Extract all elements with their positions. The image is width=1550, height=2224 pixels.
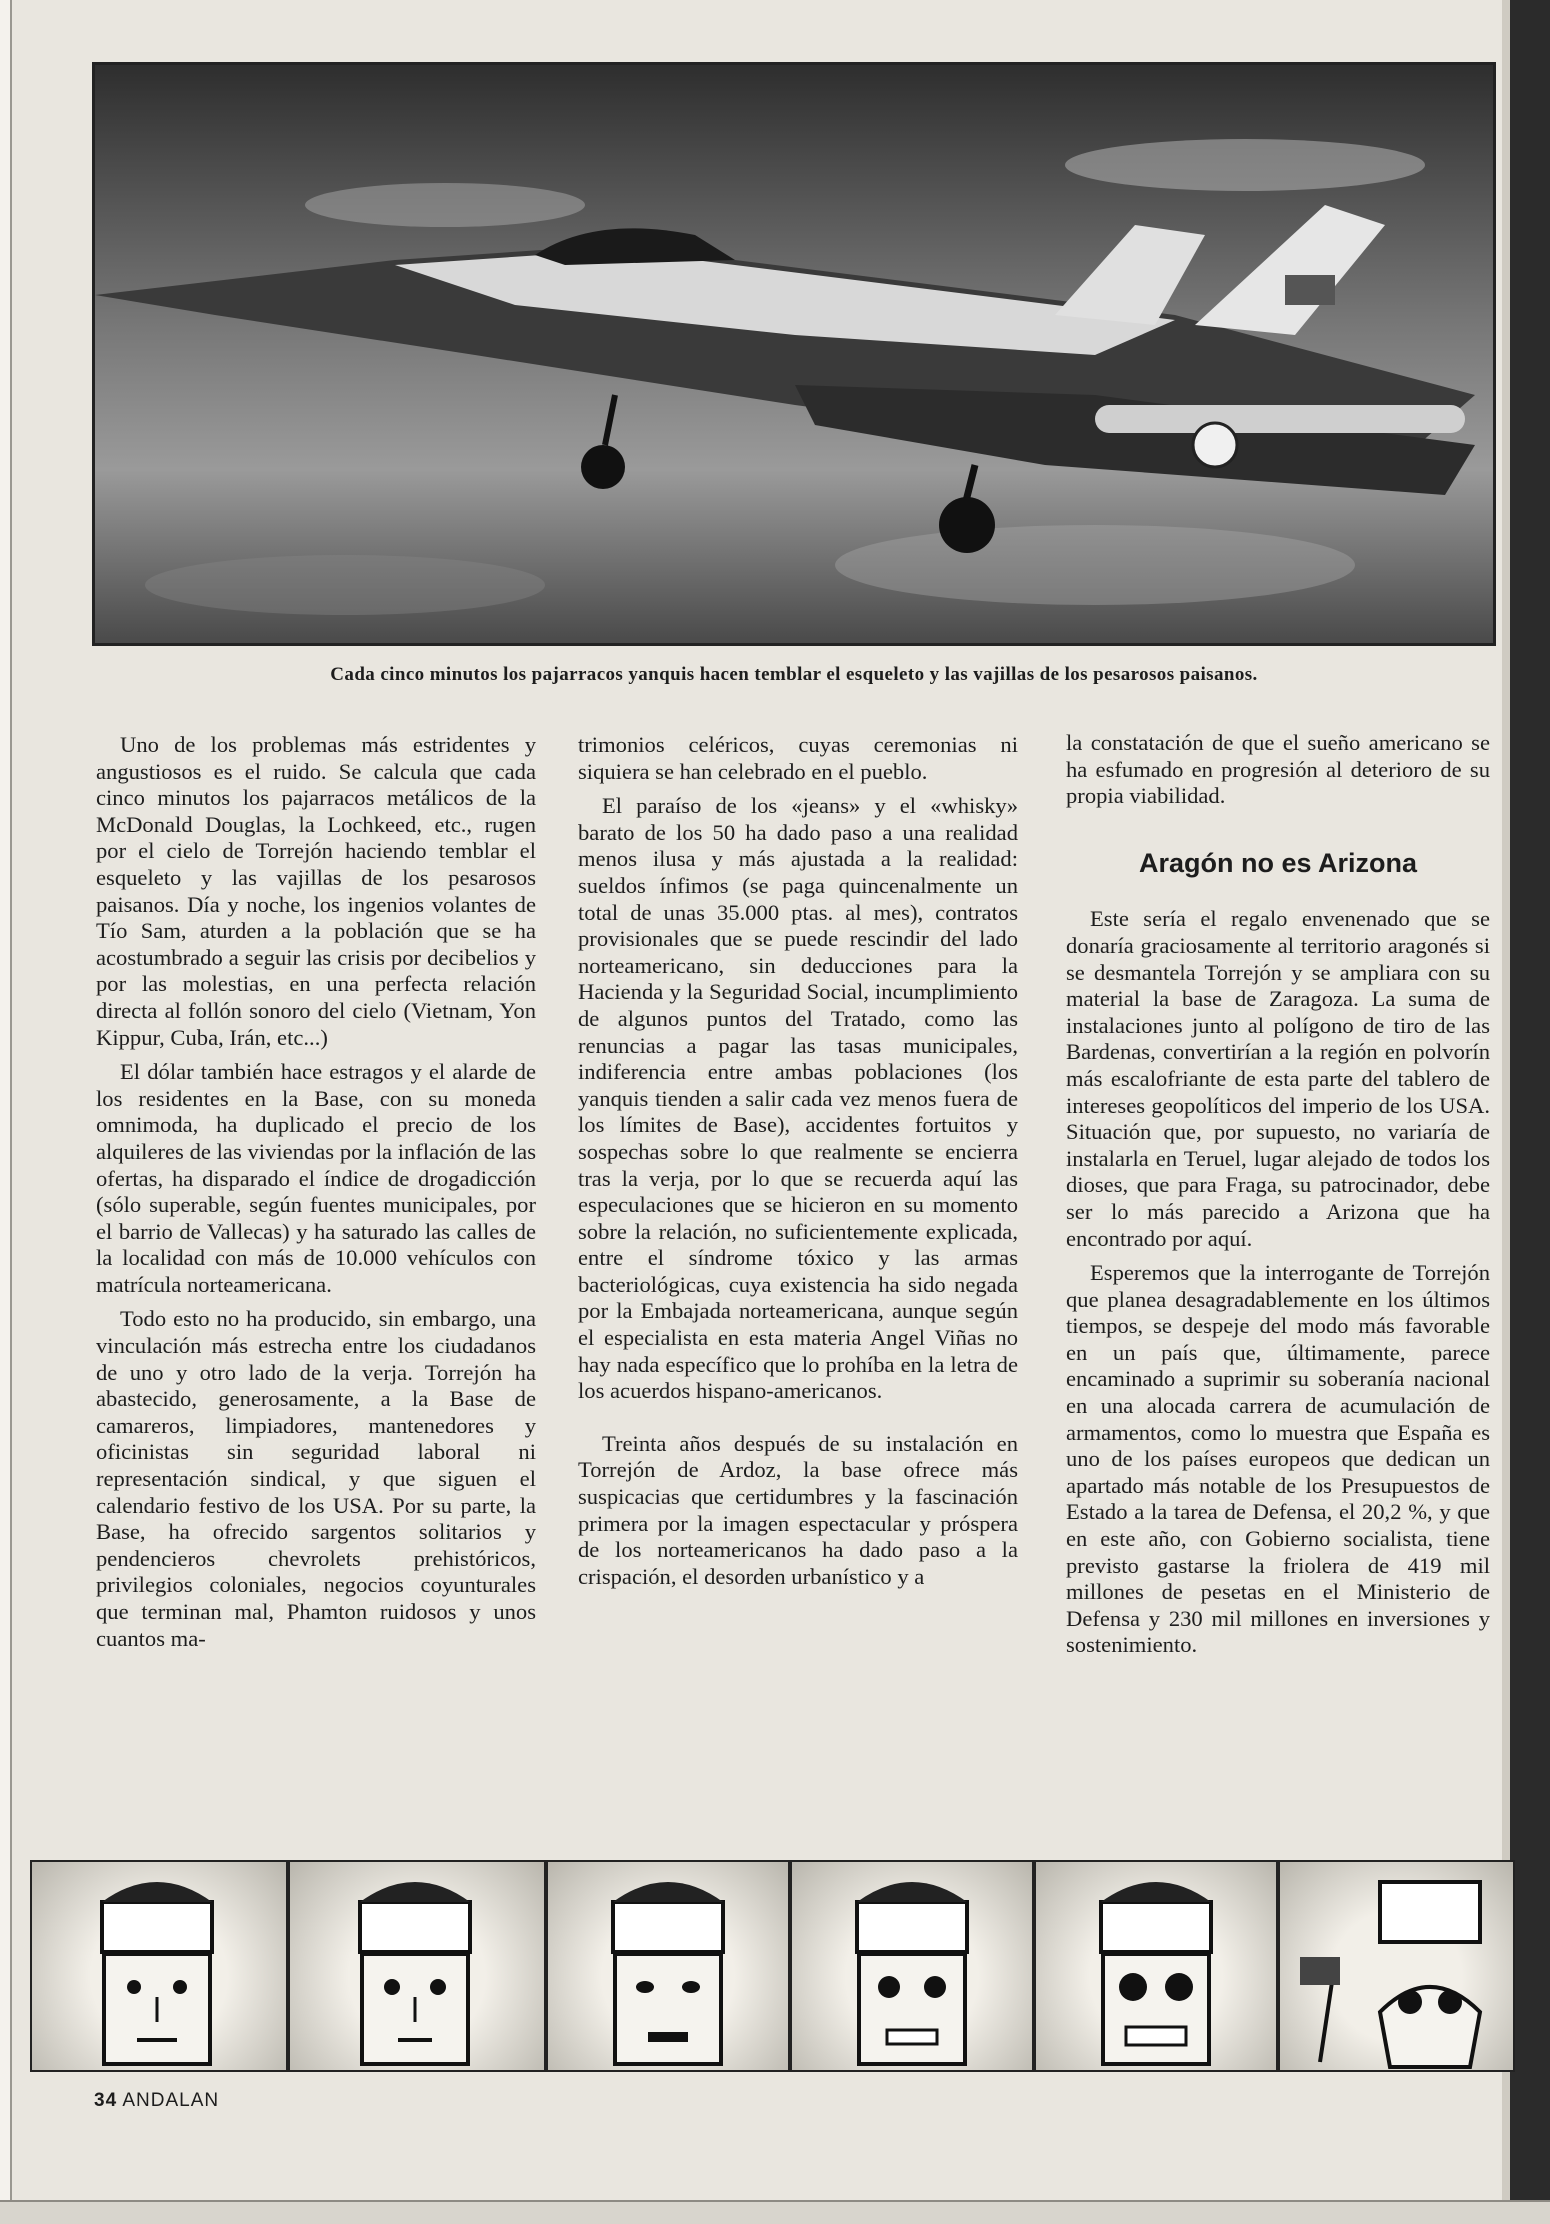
paragraph: trimonios celéricos, cuyas ceremonias ni siquiera se han celebrado en el pueblo. (578, 732, 1018, 784)
face-drawing (32, 1862, 286, 2070)
photo-caption: Cada cinco minutos los pajarracos yanquis hacen temblar el esqueleto y las vajillas de los pesarosos paisanos. (330, 664, 1258, 685)
comic-strip (30, 1860, 1515, 2080)
paragraph: Todo esto no ha producido, sin embargo, una vinculación más estrecha entre los ciudadanos de uno y otro lado de la verja. Torrejón ha abastecido, generosamente, a la Base de camareros, limpiadores, mantenedores y oficinistas sin seguridad laboral ni representación sindical, y que siguen el calendario festivo de los USA. Por su parte, la Base, ha ofrecido sargentos solitarios y pendencieros chevrolets prehistóricos, privilegios coloniales, negocios coyunturales que terminan mal, Phamton ruidosos y unos cuantos ma- (96, 1306, 536, 1651)
paragraph: Esperemos que la interrogante de Torrejón que planea desagradablemente en los últimos tiempos, se despeje del modo más favorable en un país que, últimamente, parece encaminado a suprimir su soberanía nacional en una alocada carrera de acumulación de armamentos, como lo muestra que España es uno de los países europeos que dedican un apartado más notable de los Presupuestos de Estado a la tarea de Defensa, el 20,2 %, y que en este año, con Gobierno socialista, tiene previsto gastarse la friolera de 419 mil millones de pesetas en el Ministerio de Defensa y 230 mil millones en inversiones y sostenimiento. (1066, 1260, 1490, 1658)
page-footer (94, 2090, 219, 2112)
paragraph: Este sería el regalo envenenado que se donaría graciosamente al territorio aragonés si se desmantela Torrejón y se ampliara con su material la base de Zaragoza. La suma de instalaciones junto al polígono de tiro de las Bardenas, convertirían a la región en polvorín más escalofriante de esta parte del tablero de intereses geopolíticos del imperio de los USA. Situación que, por supuesto, no variaría de instalarla en Teruel, lugar alejado de todos los dioses, que para Fraga, su patrocinador, debe ser lo más parecido a Arizona que ha encontrado por aquí. (1066, 906, 1490, 1251)
article-column-3 (1066, 730, 1490, 1667)
jet-photo (92, 62, 1496, 646)
page-number: 34 (94, 2090, 118, 2111)
paragraph: El dólar también hace estragos y el alarde de los residentes en la Base, con su moneda omnimoda, ha duplicado el precio de los alquileres de las viviendas por la inflación de las ofertas, ha disparado el índice de drogadicción (sólo superable, según fuentes municipales, por el barrio de Vallecas) y ha saturado las calles de la localidad con más de 10.000 vehículos con matrícula norteamericana. (96, 1059, 536, 1297)
face-drawing (792, 1862, 1032, 2070)
comic-panel (546, 1860, 790, 2072)
article-column-1 (96, 732, 536, 1660)
face-drawing (290, 1862, 544, 2070)
skull-with-flag-drawing (1280, 1862, 1513, 2070)
paragraph: Uno de los problemas más estridentes y angustiosos es el ruido. Se calcula que cada cinco minutos los pajarracos metálicos de la McDonald Douglas, la Lochkeed, etc., rugen por el cielo de Torrejón haciendo temblar el esqueleto y las vajillas de los pesarosos paisanos. Día y noche, los ingenios volantes de Tío Sam, aturden a la población que se ha acostumbrado a seguir las crisis por decibelios y por las molestias, en una perfecta relación directa al follón sonoro del cielo (Vietnam, Yon Kippur, Cuba, Irán, etc...) (96, 732, 536, 1050)
jet-illustration (95, 65, 1493, 643)
scan-right-binding (1510, 0, 1550, 2224)
scan-left-margin (0, 0, 12, 2224)
paragraph: El paraíso de los «jeans» y el «whisky» barato de los 50 ha dado paso a una realidad menos ilusa y más ajustada a la realidad: sueldos ínfimos (se paga quincenalmente un total de unas 35.000 ptas. al mes), contratos provisionales que se puede rescindir del lado norteamericano, sin deducciones para la Hacienda y la Seguridad Social, incumplimiento de algunos puntos del Tratado, como las renuncias a pagar las tasas municipales, indiferencia entre ambas poblaciones (los yanquis tienden a salir cada vez menos fuera de los límites de Base), accidentes fortuitos y sospechas sobre lo que realmente se encierra tras la verja, por lo que se recuerda aquí las especulaciones que se hicieron en su momento sobre la relación, no suficientemente explicada, entre el síndrome tóxico y las armas bacteriológicas, cuya existencia ha sido negada por la Embajada norteamericana, aunque según el especialista en esta materia Angel Viñas no hay nada específico que lo prohíba en la letra de los acuerdos hispano-americanos. (578, 793, 1018, 1404)
skull-drawing (1036, 1862, 1276, 2070)
scan-bottom-edge (0, 2200, 1550, 2224)
face-drawing (548, 1862, 788, 2070)
section-subheading: Aragón no es Arizona (1138, 847, 1418, 878)
comic-panel (288, 1860, 546, 2072)
comic-panel (1034, 1860, 1278, 2072)
paragraph: Treinta años después de su instalación en Torrejón de Ardoz, la base ofrece más suspicacias que certidumbres y la fascinación primera por la imagen espectacular y próspera de los norteamericanos ha dado paso a la crispación, el desorden urbanístico y a (578, 1430, 1018, 1589)
comic-panel (790, 1860, 1034, 2072)
article-column-2 (578, 732, 1018, 1598)
magazine-name: ANDALAN (122, 2090, 220, 2111)
comic-panel (30, 1860, 288, 2072)
paragraph: la constatación de que el sueño americano se ha esfumado en progresión al deterioro de su propia viabilidad. (1066, 730, 1490, 809)
comic-panel (1278, 1860, 1515, 2072)
